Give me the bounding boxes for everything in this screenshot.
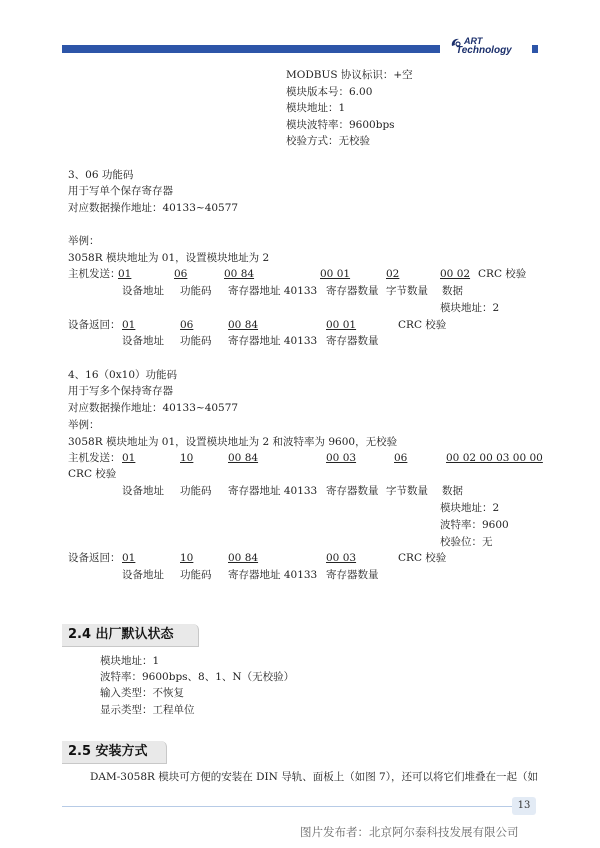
fc06-send-value: 01 xyxy=(118,268,132,280)
fc16-reply-value: 01 xyxy=(122,552,136,564)
fc16-send-desc: 功能码 xyxy=(180,485,212,497)
fc06-reply-crc: CRC 校验 xyxy=(398,319,447,331)
fc16-reply-desc: 寄存器数量 xyxy=(326,569,379,581)
fc06-send-value: 06 xyxy=(174,268,188,280)
fc16-reply-crc: CRC 校验 xyxy=(398,552,447,564)
fc06-reply-desc: 寄存器地址 40133 xyxy=(228,335,318,347)
fc06-reply-desc: 寄存器数量 xyxy=(326,335,379,347)
fc06-reply-value: 06 xyxy=(180,319,194,331)
install-body-text: DAM-3058R 模块可方便的安装在 DIN 导轨、面板上（如图 7），还可以将它们堆叠在一起（如 xyxy=(90,771,538,783)
fc06-title: 3、06 功能码 xyxy=(68,169,134,181)
modbus-protocol-line: MODBUS 协议标识：+空 xyxy=(286,69,413,81)
fc16-reply-desc: 设备地址 xyxy=(122,569,164,581)
fc16-reply-desc: 功能码 xyxy=(180,569,212,581)
fc06-send-desc: 功能码 xyxy=(180,285,212,297)
fc06-reply-value: 01 xyxy=(122,319,136,331)
fc06-reply-value: 00 01 xyxy=(326,319,357,331)
watermark-text: 图片发布者：北京阿尔泰科技发展有限公司 xyxy=(300,825,519,839)
fc16-send-note: 波特率：9600 xyxy=(440,519,509,531)
section-2-5-heading: 2.5 安装方式 xyxy=(62,741,167,764)
fc06-send-desc: 数据 xyxy=(442,285,463,297)
fc16-send-value: 00 84 xyxy=(228,452,259,464)
footer-line xyxy=(62,806,512,807)
fc16-send-label: 主机发送： xyxy=(68,452,121,464)
header-bar-end xyxy=(532,45,538,53)
fc16-reply-value: 10 xyxy=(180,552,194,564)
fc16-example-line: 3058R 模块地址为 01，设置模块地址为 2 和波特率为 9600，无校验 xyxy=(68,436,398,448)
fc16-send-desc: 寄存器地址 40133 xyxy=(228,485,318,497)
fc06-send-value: 02 xyxy=(386,268,400,280)
logo-text-bottom: Technology xyxy=(456,45,512,56)
fc16-address: 对应数据操作地址：40133~40577 xyxy=(68,402,239,414)
parity-line: 校验方式：无校验 xyxy=(286,135,370,147)
fc06-send-desc: 设备地址 xyxy=(122,285,164,297)
fc06-reply-label: 设备返回： xyxy=(68,319,121,331)
fc16-send-note: 模块地址：2 xyxy=(440,502,500,514)
logo-text-top: ART xyxy=(464,36,483,46)
fc16-send-value: 06 xyxy=(394,452,408,464)
fc16-reply-value: 00 03 xyxy=(326,552,357,564)
fc06-desc: 用于写单个保存寄存器 xyxy=(68,185,173,197)
fc16-send-value: 00 03 xyxy=(326,452,357,464)
fc06-send-crc: CRC 校验 xyxy=(478,268,527,280)
fc16-desc: 用于写多个保持寄存器 xyxy=(68,385,173,397)
default-baud-line: 波特率：9600bps、8、1、N（无校验） xyxy=(100,671,295,683)
fc06-send-desc: 寄存器数量 xyxy=(326,285,379,297)
fc06-send-note: 模块地址：2 xyxy=(440,302,500,314)
fc16-send-desc: 字节数量 xyxy=(386,485,428,497)
fc16-send-value: 00 02 00 03 00 00 xyxy=(446,452,543,464)
fc06-reply-desc: 功能码 xyxy=(180,335,212,347)
fc16-send-crc: CRC 校验 xyxy=(68,468,117,480)
fc06-send-label: 主机发送： xyxy=(68,268,121,280)
default-address-line: 模块地址：1 xyxy=(100,655,160,667)
art-technology-logo xyxy=(450,36,530,58)
fc06-send-desc: 字节数量 xyxy=(386,285,428,297)
fc16-send-desc: 数据 xyxy=(442,485,463,497)
fc16-send-value: 01 xyxy=(122,452,136,464)
fc06-reply-desc: 设备地址 xyxy=(122,335,164,347)
module-version-line: 模块版本号：6.00 xyxy=(286,86,373,98)
fc16-send-value: 10 xyxy=(180,452,194,464)
default-input-type-line: 输入类型：不恢复 xyxy=(100,687,184,699)
module-address-line: 模块地址：1 xyxy=(286,102,346,114)
fc06-send-value: 00 84 xyxy=(224,268,255,280)
default-display-type-line: 显示类型：工程单位 xyxy=(100,704,195,716)
fc06-example-line: 3058R 模块地址为 01，设置模块地址为 2 xyxy=(68,252,270,264)
fc16-reply-label: 设备返回： xyxy=(68,552,121,564)
fc16-reply-value: 00 84 xyxy=(228,552,259,564)
fc06-send-value: 00 02 xyxy=(440,268,471,280)
header-bar xyxy=(62,45,440,53)
fc06-reply-value: 00 84 xyxy=(228,319,259,331)
fc16-title: 4、16（0x10）功能码 xyxy=(68,369,178,381)
page-number: 13 xyxy=(512,797,536,815)
section-2-4-heading: 2.4 出厂默认状态 xyxy=(62,624,199,647)
fc06-address: 对应数据操作地址：40133~40577 xyxy=(68,202,239,214)
fc06-send-value: 00 01 xyxy=(320,268,351,280)
fc06-send-desc: 寄存器地址 40133 xyxy=(228,285,318,297)
fc16-send-desc: 设备地址 xyxy=(122,485,164,497)
fc06-example-label: 举例： xyxy=(68,235,100,247)
fc16-reply-desc: 寄存器地址 40133 xyxy=(228,569,318,581)
module-baud-line: 模块波特率：9600bps xyxy=(286,119,395,131)
fc16-example-label: 举例： xyxy=(68,419,100,431)
fc16-send-desc: 寄存器数量 xyxy=(326,485,379,497)
fc16-send-note: 校验位：无 xyxy=(440,536,493,548)
